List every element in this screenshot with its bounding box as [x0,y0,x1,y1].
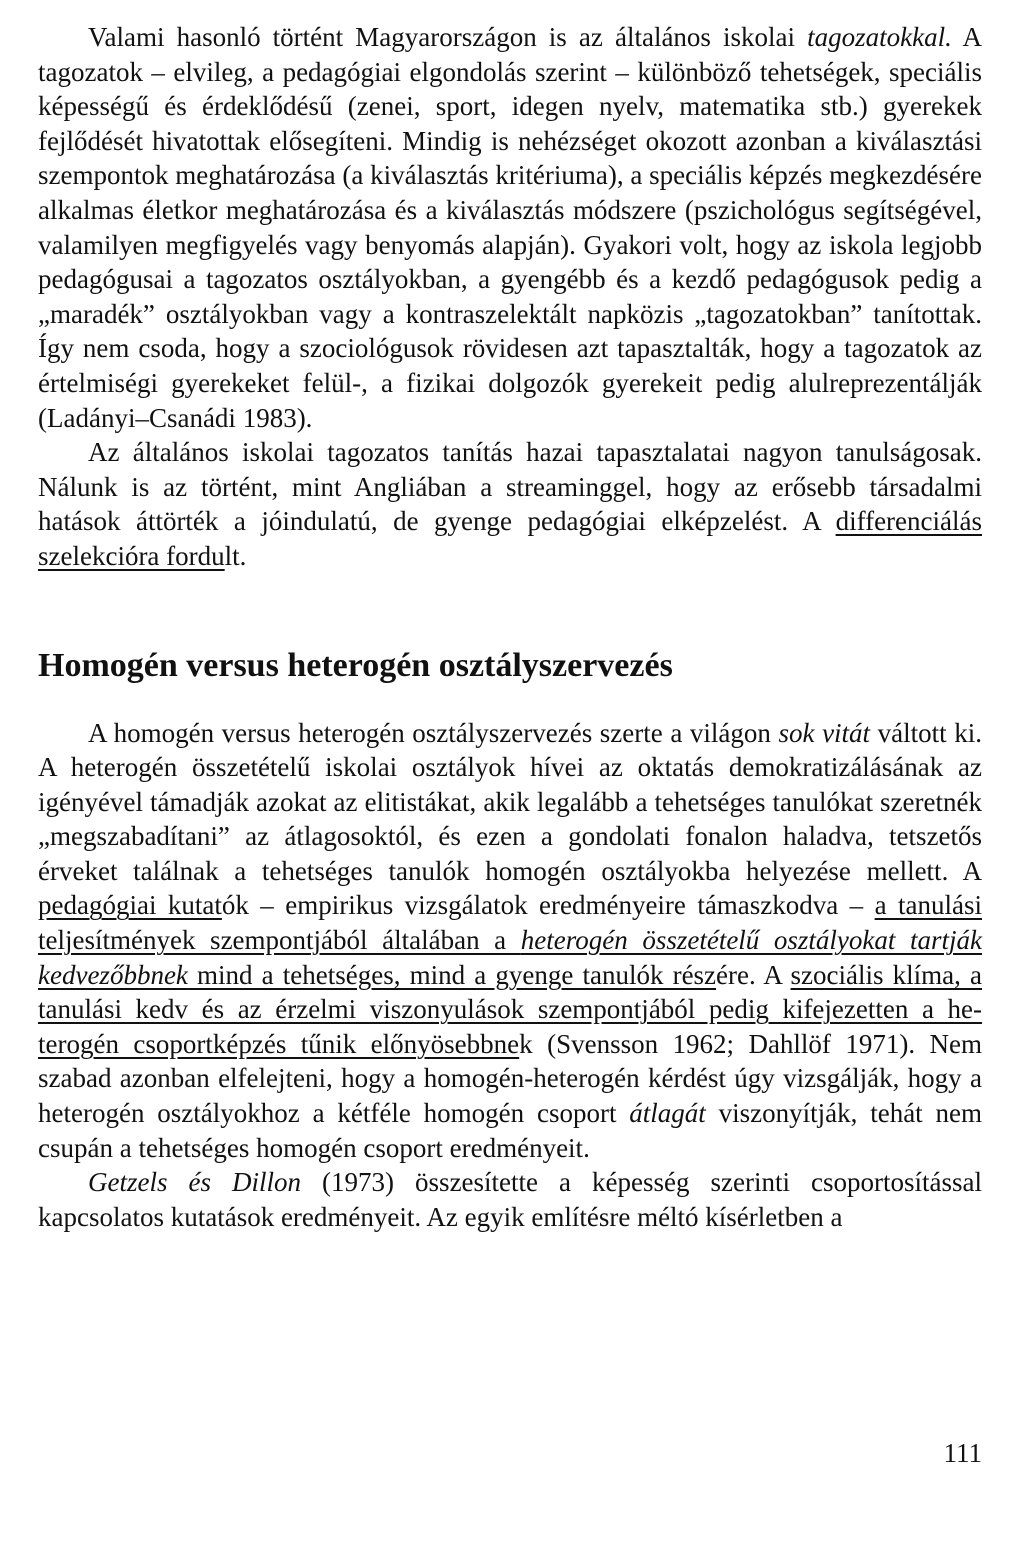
text: ére. A [716,959,791,990]
text: ók – empirikus vizsgálatok eredményeire támaszkodva – [221,890,875,921]
text: viszonyítják, tehát nem csupán a tehetséges homogén csoport eredményeit. [38,1098,982,1163]
text: Az általános iskolai tagozatos tanítás hazai tapasztalatai nagyon tanulságosak. Nálunk is az történt, mint Angliában a streaminggel, hogy az erősebb társadalmi hatások áttörték a jóindulatú, de gyenge pedagógiai elképzelést. A [38,437,982,537]
text: váltott ki. A heterogén összetételű iskolai osztályok hívei az oktatás demokratizálásának az igényével támadják azokat az elitistákat, akik legalább a tehetséges tanulókat szeretnék „megszabadítani” az átlagosoktól, és ezen a gondolati fonalon haladva, tetszetős érveket találnak a tehetséges tanulók homogén osztályokba helyezése mellett. A [38,717,982,886]
italic-term: átlagát [629,1098,706,1129]
text: k (Svensson 1962; Dahllöf 1971). Nem szabad azonban elfelejteni, hogy a homogén-heterogén kérdést úgy vizsgálják, hogy a heterogén osztályokhoz a kétféle homogén csoport [38,1028,982,1129]
paragraph-tapasztalatok [38,435,982,573]
text: A homogén versus heterogén osztályszervezés szerte a világon [88,717,779,748]
underlined-text: mind a tehetséges, mind a gyenge tanulók rész [187,959,717,990]
page-number: 111 [943,1438,982,1468]
italic-term: tagozatokkal. [807,22,952,52]
paragraph-homogen-heterogen [38,716,982,1166]
underlined-text: szociális klíma, a tanulási kedv és az érzelmi viszonyulások szempontjából pedig kifejezetten a heterogén csoportképzés tűnik előnyösebbne [38,959,982,1059]
paragraph-getzels [38,1165,982,1234]
underlined-text: a tanulási teljesítmények szempontjából általában a [38,890,982,956]
text: Valami hasonló történt Magyarországon is az általános iskolai [88,22,808,52]
text: A tagozatok – elvileg, a pedagógiai elgondolás szerint – különböző tehetségek, speciális képességű és érdeklődésű (zenei, sport, idegen nyelv, matematika stb.) gyerekek fejlődését hivatottak elősegíteni. Mindig is nehézséget okozott azonban a kiválasztási szempontok meghatározása (a kiválasztás kritériuma), a speciális képzés megkezdésére alkalmas életkor meghatározása és a kiválasztás módszere (pszichológus segítségével, valamilyen megfigyelés vagy benyomás alapján). Gyakori volt, hogy az iskola legjobb pedagógusai a tagozatos osztályokban, a gyengébb és a kezdő pedagógusok pedig a „maradék” osztályokban vagy a kontraszelektált napközis „tagozatokban” tanítottak. Így nem csoda, hogy a szociológusok rövidesen azt tapasztalták, hogy a tagozatok az értelmiségi gyerekeket felül-, a fizikai dolgozók gyerekeit pedig alulreprezentálják (Ladányi–Csanádi 1983). [38,22,982,433]
underlined-italic-text: heterogén összetételű osztályokat tartják kedvezőbbnek [38,925,982,990]
italic-author: Getzels és Dillon [88,1167,302,1198]
underlined-text: pedagógiai kutat [38,890,222,921]
page-body [38,20,982,1234]
italic-term: sok vitát [778,717,871,748]
underlined-text: differenciálás szelekcióra fordu [38,506,982,571]
paragraph-tagozatok [38,20,982,435]
section-heading: Homogén versus heterogén osztályszervezés [38,646,673,684]
text: (1973) összesítette a képesség szerinti csoportosítással kapcsolatos kutatások eredményeit. Az egyik említésre méltó kísérletben a [38,1167,982,1232]
text: lt. [224,540,247,571]
